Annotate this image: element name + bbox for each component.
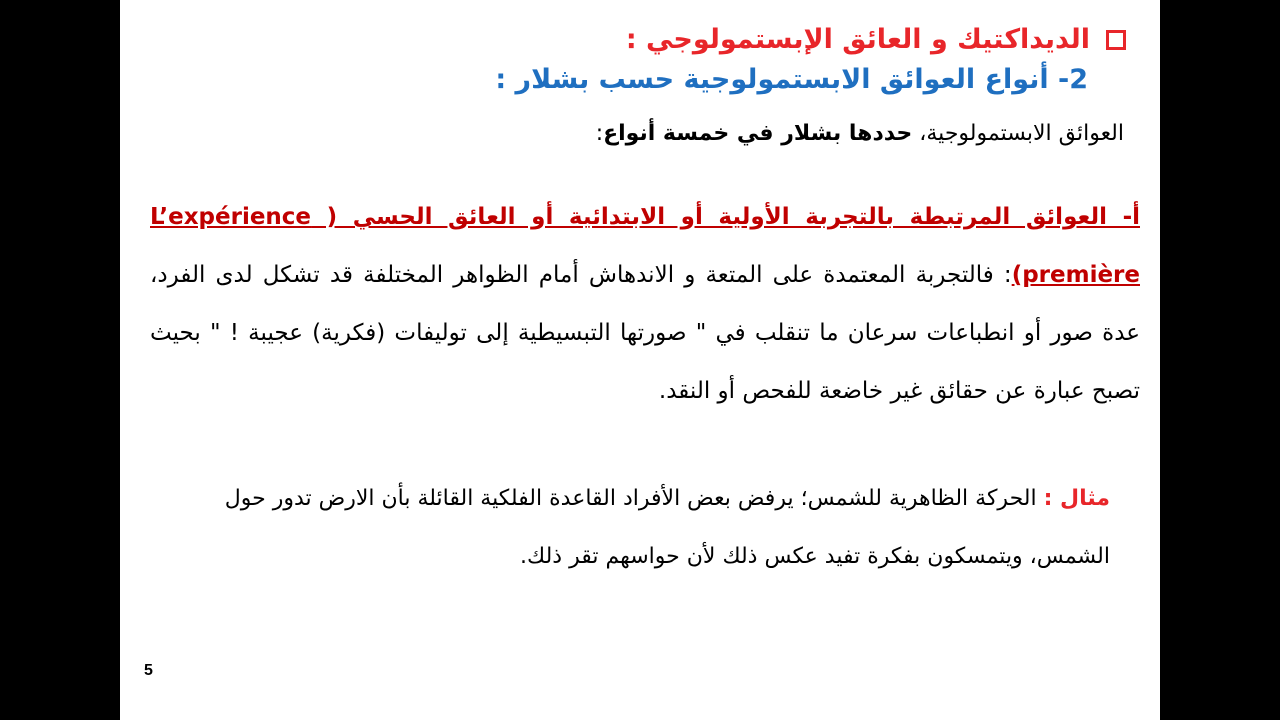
intro-plain: العوائق الابستمولوجية، bbox=[912, 121, 1124, 146]
obstacle-heading: أ- العوائق المرتبطة بالتجربة الأولية أو الابتدائية أو العائق الحسي ( L’expérience première) bbox=[150, 204, 1140, 288]
slide-subtitle: 2- أنواع العوائق الابستمولوجية حسب بشلار : bbox=[495, 64, 1088, 95]
example-block bbox=[150, 470, 1110, 586]
intro-bold: حددها بشلار في خمسة أنواع bbox=[603, 121, 913, 146]
example-text: الحركة الظاهرية للشمس؛ يرفض بعض الأفراد القاعدة الفلكية القائلة بأن الارض تدور حول الشمس، ويتمسكون بفكرة تفيد عكس ذلك لأن حواسهم تقر ذلك. bbox=[224, 486, 1110, 569]
page-number: 5 bbox=[144, 662, 153, 679]
slide-title-row bbox=[246, 20, 1126, 60]
intro-end: : bbox=[595, 121, 604, 146]
intro-text bbox=[224, 116, 1124, 152]
slide bbox=[120, 0, 1160, 720]
checkbox-bullet-icon bbox=[1106, 30, 1126, 50]
example-label: مثال : bbox=[1043, 486, 1110, 511]
slide-title: الديداكتيك و العائق الإبستمولوجي : bbox=[625, 24, 1090, 55]
obstacle-body: : فالتجربة المعتمدة على المتعة و الاندهاش أمام الظواهر المختلفة قد تشكل لدى الفرد، عدة صور أو انطباعات سرعان ما تنقلب في " صورتها التبسيطية إلى توليفات (فكرية) عجيبة ! " بحيث تصبح عبارة عن حقائق غير خاضعة للفحص أو النقد. bbox=[150, 262, 1140, 404]
obstacle-paragraph bbox=[150, 188, 1140, 420]
